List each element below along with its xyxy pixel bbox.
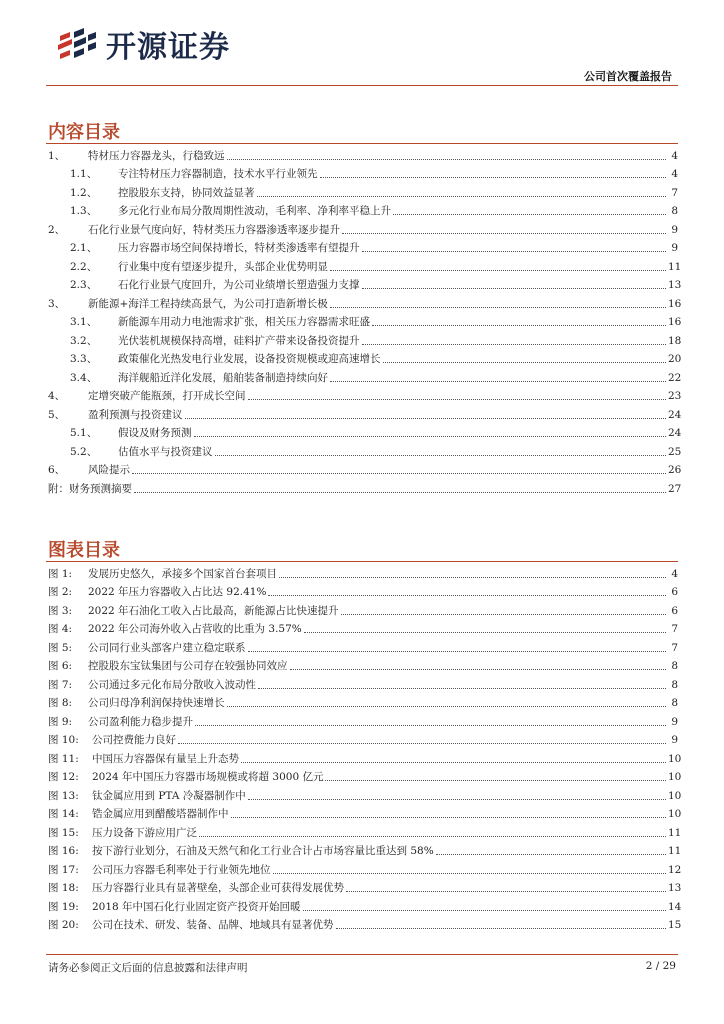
figure-entry[interactable] <box>48 673 678 692</box>
entry-number: 1、 <box>48 149 66 162</box>
entry-number: 图 10: <box>48 734 79 746</box>
entry-label: 政策催化光热发电行业发展，设备投资规模或迎高速增长 <box>118 353 381 365</box>
dot-leader <box>383 362 667 363</box>
entry-page: 10 <box>668 789 682 802</box>
figure-entry[interactable] <box>48 692 678 711</box>
figure-entry[interactable] <box>48 877 682 896</box>
dot-leader <box>372 325 666 326</box>
toc-entry[interactable] <box>48 237 678 256</box>
dot-leader <box>330 307 666 308</box>
entry-page: 4 <box>671 168 678 180</box>
entry-number: 图 3: <box>48 604 73 617</box>
report-type: 公司首次覆盖报告 <box>584 70 672 83</box>
dot-leader <box>279 577 666 578</box>
dot-leader <box>320 177 667 178</box>
toc-entry[interactable] <box>48 292 682 311</box>
entry-label: 2018 年中国石化行业固定资产投资开始回暖 <box>92 900 301 913</box>
entry-number: 图 9: <box>48 715 73 728</box>
dot-leader <box>268 595 666 596</box>
dot-leader <box>303 910 666 911</box>
figure-entry[interactable] <box>48 729 678 748</box>
figure-entry[interactable] <box>48 618 678 637</box>
dot-leader <box>258 688 666 689</box>
figure-entry[interactable] <box>48 562 678 581</box>
figure-entry[interactable] <box>48 636 678 655</box>
entry-number: 图 11: <box>48 752 79 765</box>
entry-page: 10 <box>668 771 682 783</box>
toc-entry[interactable] <box>48 218 678 237</box>
dot-leader <box>195 725 666 726</box>
entry-page: 9 <box>671 242 678 254</box>
entry-page: 25 <box>668 445 682 458</box>
dot-leader <box>436 854 666 855</box>
entry-number: 图 5: <box>48 641 73 654</box>
dot-leader <box>362 344 667 345</box>
entry-page: 16 <box>668 297 682 310</box>
toc-entry[interactable] <box>48 385 682 404</box>
entry-number: 图 14: <box>48 808 79 820</box>
entry-label: 压力容器市场空间保持增长，特材类渗透率有望提升 <box>118 242 360 254</box>
figure-entry[interactable] <box>48 803 682 822</box>
entry-page: 9 <box>671 715 678 728</box>
entry-number: 4、 <box>48 390 66 402</box>
dot-leader <box>362 251 667 252</box>
toc-entry[interactable] <box>48 477 682 496</box>
entry-page: 20 <box>668 353 682 365</box>
entry-page: 7 <box>671 623 678 635</box>
entry-number: 图 7: <box>48 678 73 691</box>
entry-number: 3、 <box>48 297 66 310</box>
entry-page: 22 <box>668 371 682 384</box>
entry-label: 风险提示 <box>88 464 130 476</box>
entry-label: 公司在技术、研发、装备、品牌、地域具有显著优势 <box>92 919 334 931</box>
entry-label: 新能源车用动力电池需求扩张，相关压力容器需求旺盛 <box>118 316 370 328</box>
company-logo <box>56 22 230 66</box>
entry-number: 图 16: <box>48 845 79 857</box>
entry-page: 27 <box>668 482 682 495</box>
figure-entry[interactable] <box>48 599 678 618</box>
entry-page: 13 <box>668 279 682 291</box>
entry-label: 新能源+海洋工程持续高景气，为公司打造新增长极 <box>88 297 328 310</box>
entry-label: 特材压力容器龙头，行稳致远 <box>88 149 225 162</box>
entry-label: 公司同行业头部客户建立稳定联系 <box>88 641 246 654</box>
dot-leader <box>330 270 666 271</box>
dot-leader <box>393 214 666 215</box>
figure-entry[interactable] <box>48 581 678 600</box>
toc-entry[interactable] <box>48 144 678 163</box>
toc-entry[interactable] <box>48 274 682 293</box>
entry-label: 公司通过多元化布局分散收入波动性 <box>88 678 256 691</box>
page-header <box>0 0 724 90</box>
dot-leader <box>248 651 667 652</box>
entry-label: 公司控费能力良好 <box>92 734 176 746</box>
entry-number: 5、 <box>48 408 66 421</box>
entry-number: 图 13: <box>48 789 79 802</box>
toc-entry[interactable] <box>48 459 682 478</box>
entry-page: 4 <box>671 149 678 162</box>
dot-leader <box>273 873 667 874</box>
dot-leader <box>346 891 666 892</box>
entry-number: 图 20: <box>48 919 79 931</box>
entry-label: 2022 年压力容器收入占比达 92.41% <box>88 586 267 598</box>
figure-entry[interactable] <box>48 747 682 766</box>
entry-number: 1.1、 <box>70 168 98 180</box>
entry-label: 海洋舰船近洋化发展，船舶装备制造持续向好 <box>118 371 328 384</box>
toc-entry[interactable] <box>48 422 682 441</box>
entry-label: 2022 年石油化工收入占比最高，新能源占比快速提升 <box>88 604 339 617</box>
entry-number: 图 6: <box>48 660 73 672</box>
page-number: 2 / 29 <box>645 960 676 972</box>
entry-page: 8 <box>671 660 678 672</box>
entry-page: 11 <box>668 826 682 839</box>
dot-leader <box>215 455 667 456</box>
dot-leader <box>257 196 667 197</box>
figure-entry[interactable] <box>48 895 682 914</box>
toc-list <box>48 144 682 496</box>
toc-title: 内容目录 <box>48 122 120 143</box>
dot-leader <box>290 669 667 670</box>
dot-leader <box>248 399 667 400</box>
entry-number: 5.2、 <box>70 445 98 458</box>
dot-leader <box>325 780 666 781</box>
entry-page: 9 <box>671 734 678 746</box>
logo-icon <box>56 26 100 62</box>
footer-disclaimer: 请务必参阅正文后面的信息披露和法律声明 <box>48 962 248 974</box>
entry-number: 图 12: <box>48 771 79 783</box>
entry-label: 2022 年公司海外收入占营收的比重为 3.57% <box>88 623 302 635</box>
toc-entry[interactable] <box>48 255 682 274</box>
toc-entry[interactable] <box>48 366 682 385</box>
entry-page: 8 <box>671 697 678 709</box>
entry-label: 公司归母净利润保持快速增长 <box>88 697 225 709</box>
entry-label: 行业集中度有望逐步提升，头部企业优势明显 <box>118 260 328 273</box>
entry-number: 图 2: <box>48 586 73 598</box>
figure-entry[interactable] <box>48 710 678 729</box>
entry-label: 定增突破产能瓶颈，打开成长空间 <box>88 390 246 402</box>
entry-label: 锆金属应用到醋酸塔器制作中 <box>92 808 229 820</box>
entry-number: 3.2、 <box>70 334 98 347</box>
dot-leader <box>341 614 666 615</box>
entry-page: 8 <box>671 205 678 217</box>
entry-page: 10 <box>668 808 682 820</box>
figure-entry[interactable] <box>48 840 682 859</box>
dot-leader <box>185 418 667 419</box>
toc-entry[interactable] <box>48 440 682 459</box>
entry-label: 光伏装机规模保持高增，硅料扩产带来设备投资提升 <box>118 334 360 347</box>
company-name: 开源证券 <box>106 30 230 65</box>
entry-label: 控股股东支持，协同效益显著 <box>118 186 255 199</box>
entry-page: 26 <box>668 464 682 476</box>
entry-label: 假设及财务预测 <box>118 427 192 439</box>
entry-label: 中国压力容器保有量呈上升态势 <box>92 752 239 765</box>
entry-number: 图 15: <box>48 826 79 839</box>
entry-page: 24 <box>668 408 682 421</box>
entry-page: 12 <box>668 863 682 876</box>
toc-entry[interactable] <box>48 181 678 200</box>
entry-page: 11 <box>668 260 682 273</box>
entry-number: 2.3、 <box>70 279 98 291</box>
entry-page: 8 <box>671 678 678 691</box>
entry-page: 7 <box>671 186 678 199</box>
entry-number: 图 1: <box>48 567 73 580</box>
toc-entry[interactable] <box>48 348 682 367</box>
entry-page: 14 <box>668 900 682 913</box>
figure-entry[interactable] <box>48 858 682 877</box>
entry-label: 多元化行业布局分散周期性波动，毛利率、净利率平稳上升 <box>118 205 391 217</box>
entry-page: 23 <box>668 390 682 402</box>
entry-number: 2、 <box>48 223 66 236</box>
entry-page: 24 <box>668 427 682 439</box>
toc-entry[interactable] <box>48 329 682 348</box>
entry-number: 图 17: <box>48 863 79 876</box>
entry-number: 2.1、 <box>70 242 98 254</box>
dot-leader <box>134 492 666 493</box>
entry-label: 控股股东宝钛集团与公司存在较强协同效应 <box>88 660 288 672</box>
toc-entry[interactable] <box>48 403 682 422</box>
entry-page: 11 <box>668 845 682 857</box>
entry-label: 石化行业景气度向好，特材类压力容器渗透率逐步提升 <box>88 223 340 236</box>
dot-leader <box>132 473 666 474</box>
entry-label: 公司盈利能力稳步提升 <box>88 715 193 728</box>
entry-page: 4 <box>671 567 678 580</box>
entry-page: 18 <box>668 334 682 347</box>
entry-label: 钛金属应用到 PTA 冷凝器制作中 <box>92 789 246 802</box>
dot-leader <box>342 233 666 234</box>
entry-number: 3.1、 <box>70 316 98 328</box>
entry-number: 6、 <box>48 464 66 476</box>
footer-divider <box>46 954 678 955</box>
entry-label: 专注特材压力容器制造，技术水平行业领先 <box>118 168 318 180</box>
entry-number: 1.2、 <box>70 186 98 199</box>
entry-page: 13 <box>668 882 682 894</box>
dot-leader <box>336 928 667 929</box>
entry-label: 估值水平与投资建议 <box>118 445 213 458</box>
figures-list <box>48 562 682 932</box>
figure-entry[interactable] <box>48 784 682 803</box>
toc-entry[interactable] <box>48 311 682 330</box>
entry-number: 图 8: <box>48 697 73 709</box>
dot-leader <box>248 799 666 800</box>
entry-label: 盈利预测与投资建议 <box>88 408 183 421</box>
entry-page: 6 <box>671 586 678 598</box>
dot-leader <box>231 817 667 818</box>
entry-page: 6 <box>671 604 678 617</box>
entry-page: 9 <box>671 223 678 236</box>
entry-number: 图 18: <box>48 882 79 894</box>
dot-leader <box>330 381 666 382</box>
dot-leader <box>227 706 667 707</box>
entry-label: 附：财务预测摘要 <box>48 482 132 495</box>
header-divider <box>46 85 678 86</box>
entry-label: 发展历史悠久，承接多个国家首台套项目 <box>88 567 277 580</box>
entry-label: 压力设备下游应用广泛 <box>92 826 197 839</box>
dot-leader <box>227 159 667 160</box>
dot-leader <box>304 632 666 633</box>
entry-label: 公司压力容器毛利率处于行业领先地位 <box>92 863 271 876</box>
entry-label: 石化行业景气度回升，为公司业绩增长塑造强力支撑 <box>118 279 360 291</box>
dot-leader <box>362 288 667 289</box>
entry-label: 压力容器行业具有显著壁垒，头部企业可获得发展优势 <box>92 882 344 894</box>
dot-leader <box>194 436 667 437</box>
entry-page: 10 <box>668 752 682 765</box>
figure-entry[interactable] <box>48 914 682 933</box>
toc-entry[interactable] <box>48 163 678 182</box>
entry-label: 按下游行业划分，石油及天然气和化工行业合计占市场容量比重达到 58% <box>92 845 434 857</box>
toc-entry[interactable] <box>48 200 678 219</box>
entry-page: 16 <box>668 316 682 328</box>
entry-number: 图 4: <box>48 623 73 635</box>
figure-entry[interactable] <box>48 766 682 785</box>
entry-number: 图 19: <box>48 900 79 913</box>
entry-page: 15 <box>668 919 682 931</box>
figure-entry[interactable] <box>48 655 678 674</box>
figure-entry[interactable] <box>48 821 682 840</box>
entry-label: 2024 年中国压力容器市场规模或将超 3000 亿元 <box>92 771 324 783</box>
entry-number: 3.4、 <box>70 371 98 384</box>
figures-title: 图表目录 <box>48 540 120 561</box>
dot-leader <box>178 743 666 744</box>
entry-number: 3.3、 <box>70 353 98 365</box>
entry-page: 7 <box>671 641 678 654</box>
dot-leader <box>241 762 666 763</box>
entry-number: 2.2、 <box>70 260 98 273</box>
dot-leader <box>199 836 666 837</box>
entry-number: 1.3、 <box>70 205 98 217</box>
entry-number: 5.1、 <box>70 427 98 439</box>
